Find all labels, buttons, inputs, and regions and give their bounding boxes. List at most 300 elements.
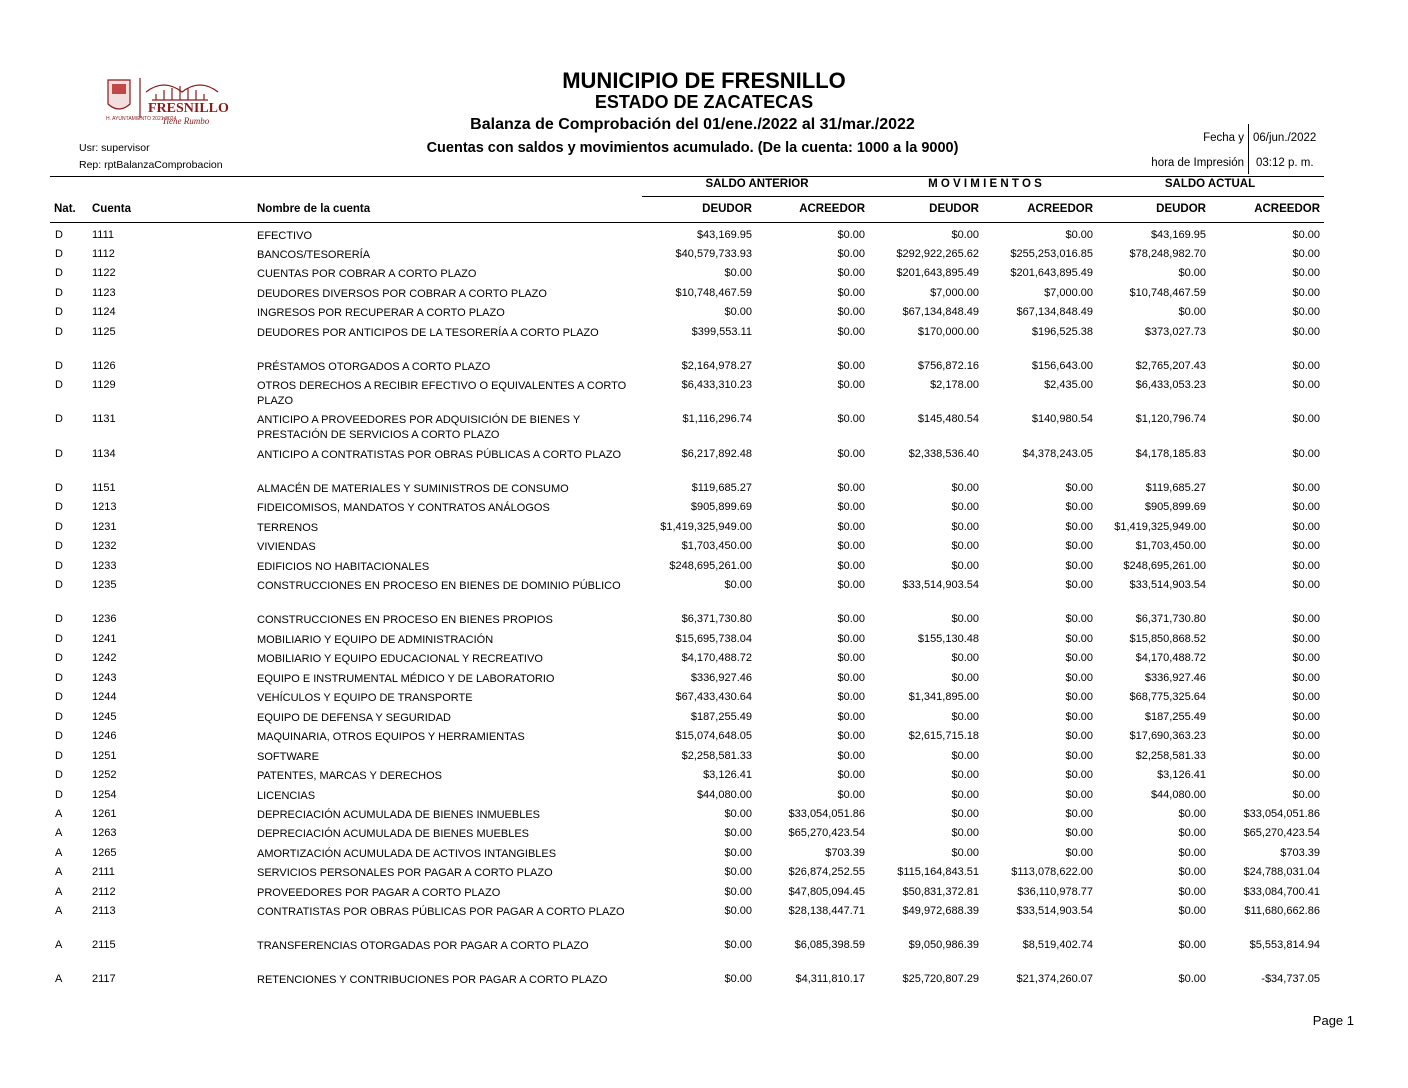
cell-nat: D — [55, 789, 63, 801]
cell-nat: D — [55, 287, 63, 299]
cell-mv-a: $0.00 — [1065, 827, 1093, 839]
logo-tagline: Tiene Rumbo — [162, 116, 210, 126]
cell-mv-d: $145,480.54 — [917, 413, 979, 425]
cell-nombre: RETENCIONES Y CONTRIBUCIONES POR PAGAR A CORTO PLAZO — [257, 974, 608, 986]
cell-sa-a: $0.00 — [837, 579, 865, 591]
cell-sc-a: $0.00 — [1292, 521, 1320, 533]
cell-cuenta: 1231 — [92, 521, 117, 533]
cell-mv-d: $0.00 — [951, 847, 979, 859]
cell-sc-a: $703.39 — [1280, 847, 1320, 859]
cell-mv-d: $756,872.16 — [917, 360, 979, 372]
cell-mv-d: $0.00 — [951, 613, 979, 625]
cell-cuenta: 1233 — [92, 560, 117, 572]
cell-sc-d: $43,169.95 — [1150, 229, 1206, 241]
cell-mv-a: $0.00 — [1065, 579, 1093, 591]
cell-nombre: DEPRECIACIÓN ACUMULADA DE BIENES INMUEBLES — [257, 809, 541, 821]
cell-sc-d: $248,695,261.00 — [1123, 560, 1206, 572]
cell-sc-a: $0.00 — [1292, 501, 1320, 513]
cell-nombre: TERRENOS — [257, 522, 319, 534]
cell-sa-d: $6,217,892.48 — [681, 448, 752, 460]
cell-nat: A — [55, 827, 63, 839]
cell-sc-a: $0.00 — [1292, 560, 1320, 572]
cell-nombre: PROVEEDORES POR PAGAR A CORTO PLAZO — [257, 887, 501, 899]
cell-cuenta: 1122 — [92, 267, 116, 279]
hora-value: 03:12 p. m. — [1256, 157, 1314, 169]
cell-sa-d: $0.00 — [724, 827, 752, 839]
cell-sc-a: $0.00 — [1292, 267, 1320, 279]
cell-sc-d: $1,703,450.00 — [1135, 540, 1206, 552]
cell-sc-a: $0.00 — [1292, 379, 1320, 391]
cell-mv-a: $67,134,848.49 — [1016, 306, 1093, 318]
cell-nombre: EFECTIVO — [257, 230, 313, 242]
cell-sc-d: $10,748,467.59 — [1129, 287, 1206, 299]
cell-mv-d: $0.00 — [951, 540, 979, 552]
cell-mv-d: $49,972,688.39 — [902, 905, 979, 917]
cell-nombre: EQUIPO E INSTRUMENTAL MÉDICO Y DE LABORATORIO — [257, 673, 555, 685]
cell-nombre: SERVICIOS PERSONALES POR PAGAR A CORTO PLAZO — [257, 867, 553, 879]
cell-mv-a: $201,643,895.49 — [1010, 267, 1093, 279]
cell-sa-a: $0.00 — [837, 482, 865, 494]
cell-nombre: PRÉSTAMOS OTORGADOS A CORTO PLAZO — [257, 361, 491, 373]
report-id: Rep: rptBalanzaComprobacion — [79, 159, 223, 171]
cell-mv-a: $140,980.54 — [1031, 413, 1093, 425]
cell-cuenta: 1251 — [92, 750, 117, 762]
cell-sc-a: $0.00 — [1292, 789, 1320, 801]
cell-sa-a: $0.00 — [837, 560, 865, 572]
cell-sa-d: $248,695,261.00 — [669, 560, 752, 572]
cell-cuenta: 1243 — [92, 672, 117, 684]
cell-sa-d: $6,433,310.23 — [681, 379, 752, 391]
cell-sc-d: $0.00 — [1178, 939, 1206, 951]
cell-nombre: VEHÍCULOS Y EQUIPO DE TRANSPORTE — [257, 692, 473, 704]
cell-sa-d: $187,255.49 — [690, 711, 752, 723]
cell-cuenta: 1254 — [92, 789, 117, 801]
cell-sa-a: $0.00 — [837, 613, 865, 625]
cell-nat: A — [55, 847, 63, 859]
cell-nat: D — [55, 633, 63, 645]
cell-cuenta: 1126 — [92, 360, 116, 372]
cell-cuenta: 1129 — [92, 379, 116, 391]
cell-sc-a: $24,788,031.04 — [1243, 866, 1320, 878]
cell-nat: A — [55, 886, 63, 898]
cell-nat: D — [55, 306, 63, 318]
cell-nombre: ANTICIPO A CONTRATISTAS POR OBRAS PÚBLICAS A CORTO PLAZO — [257, 449, 622, 461]
cell-sa-d: $2,258,581.33 — [681, 750, 752, 762]
cell-cuenta: 1131 — [92, 413, 116, 425]
cell-mv-a: $4,378,243.05 — [1022, 448, 1093, 460]
cell-nombre: CONSTRUCCIONES EN PROCESO EN BIENES PROPIOS — [257, 614, 553, 626]
cell-sc-a: $11,680,662.86 — [1244, 905, 1320, 917]
cell-cuenta: 1112 — [92, 248, 115, 260]
cell-sa-d: $0.00 — [724, 847, 752, 859]
cell-mv-a: $0.00 — [1065, 652, 1093, 664]
cell-nombre: MOBILIARIO Y EQUIPO DE ADMINISTRACIÓN — [257, 634, 494, 646]
cell-nombre: AMORTIZACIÓN ACUMULADA DE ACTIVOS INTANGIBLES — [257, 848, 557, 860]
cell-mv-a: $0.00 — [1065, 633, 1093, 645]
cell-sa-a: $0.00 — [837, 248, 865, 260]
cell-sc-a: $65,270,423.54 — [1243, 827, 1320, 839]
cell-mv-a: $255,253,016.85 — [1010, 248, 1093, 260]
cell-nat: A — [55, 808, 63, 820]
cell-mv-d: $0.00 — [951, 652, 979, 664]
cell-mv-d: $1,341,895.00 — [908, 691, 979, 703]
cell-mv-d: $0.00 — [951, 501, 979, 513]
cell-mv-d: $0.00 — [951, 827, 979, 839]
cell-sc-a: $0.00 — [1292, 769, 1320, 781]
col-cuenta: Cuenta — [92, 203, 131, 215]
cell-nombre: DEUDORES DIVERSOS POR COBRAR A CORTO PLAZO — [257, 288, 547, 300]
cell-mv-a: $0.00 — [1065, 560, 1093, 572]
cell-cuenta: 1244 — [92, 691, 117, 703]
cell-sa-a: $0.00 — [837, 691, 865, 703]
cell-cuenta: 1252 — [92, 769, 117, 781]
cell-cuenta: 2115 — [92, 939, 116, 951]
cell-nat: D — [55, 267, 63, 279]
col-mv-acreedor: ACREEDOR — [1027, 203, 1093, 215]
cell-nombre: CONTRATISTAS POR OBRAS PÚBLICAS POR PAGAR A CORTO PLAZO — [257, 906, 625, 918]
cell-mv-a: $196,525.38 — [1031, 326, 1093, 338]
cell-sc-a: $0.00 — [1292, 448, 1320, 460]
cell-mv-d: $2,615,715.18 — [908, 730, 979, 742]
cell-nombre: MOBILIARIO Y EQUIPO EDUCACIONAL Y RECREATIVO — [257, 653, 543, 665]
header-rule-top — [50, 176, 1324, 177]
cell-mv-a: $113,078,622.00 — [1011, 866, 1093, 878]
cell-sa-a: $0.00 — [837, 448, 865, 460]
cell-mv-d: $0.00 — [951, 789, 979, 801]
cell-sc-d: $0.00 — [1178, 847, 1206, 859]
cell-sa-d: $0.00 — [724, 808, 752, 820]
cell-sc-d: $17,690,363.23 — [1129, 730, 1206, 742]
cell-sa-d: $4,170,488.72 — [681, 652, 752, 664]
report-subtitle: Cuentas con saldos y movimientos acumulado. (De la cuenta: 1000 a la 9000) — [426, 140, 959, 156]
fecha-value: 06/jun./2022 — [1253, 132, 1317, 144]
cell-sa-a: $4,311,810.17 — [795, 973, 865, 985]
cell-sc-d: $119,685.27 — [1145, 482, 1206, 494]
cell-sa-a: $0.00 — [837, 521, 865, 533]
cell-sc-a: -$34,737.05 — [1261, 973, 1320, 985]
cell-cuenta: 1134 — [92, 448, 116, 460]
cell-mv-a: $0.00 — [1065, 847, 1093, 859]
cell-sa-a: $28,138,447.71 — [788, 905, 865, 917]
group-saldo-anterior: SALDO ANTERIOR — [705, 178, 809, 190]
cell-cuenta: 2111 — [92, 866, 115, 878]
col-sa-deudor: DEUDOR — [702, 203, 752, 215]
cell-nat: D — [55, 540, 63, 552]
cell-sc-d: $905,899.69 — [1144, 501, 1206, 513]
cell-mv-a: $33,514,903.54 — [1016, 905, 1093, 917]
cell-nombre: DEUDORES POR ANTICIPOS DE LA TESORERÍA A CORTO PLAZO — [257, 327, 599, 339]
cell-sa-a: $0.00 — [837, 789, 865, 801]
cell-sc-a: $0.00 — [1292, 711, 1320, 723]
cell-sc-a: $0.00 — [1292, 652, 1320, 664]
col-sa-acreedor: ACREEDOR — [799, 203, 865, 215]
cell-mv-a: $0.00 — [1065, 501, 1093, 513]
cell-nat: D — [55, 360, 63, 372]
cell-nombre: BANCOS/TESORERÍA — [257, 249, 371, 261]
cell-sc-d: $15,850,868.52 — [1129, 633, 1206, 645]
cell-sa-a: $0.00 — [837, 711, 865, 723]
cell-mv-a: $2,435.00 — [1044, 379, 1093, 391]
cell-mv-d: $2,178.00 — [930, 379, 979, 391]
cell-nat: D — [55, 652, 63, 664]
page-title: MUNICIPIO DE FRESNILLO — [562, 68, 846, 93]
user-label: Usr: supervisor — [79, 142, 150, 154]
cell-sc-d: $373,027.73 — [1144, 326, 1206, 338]
cell-sc-a: $0.00 — [1292, 248, 1320, 260]
col-nat: Nat. — [54, 203, 76, 215]
cell-mv-a: $0.00 — [1065, 808, 1093, 820]
cell-nat: D — [55, 711, 63, 723]
col-mv-deudor: DEUDOR — [929, 203, 979, 215]
report-title: Balanza de Comprobación del 01/ene./2022 al 31/mar./2022 — [470, 116, 915, 133]
cell-sc-d: $0.00 — [1178, 905, 1206, 917]
cell-mv-a: $36,110,978.77 — [1017, 886, 1093, 898]
cell-sa-d: $0.00 — [724, 866, 752, 878]
cell-cuenta: 1236 — [92, 613, 117, 625]
cell-sa-d: $1,116,296.74 — [682, 413, 752, 425]
cell-sa-a: $703.39 — [825, 847, 865, 859]
cell-sc-d: $0.00 — [1178, 267, 1206, 279]
cell-mv-d: $0.00 — [951, 672, 979, 684]
cell-nombre: EQUIPO DE DEFENSA Y SEGURIDAD — [257, 712, 451, 724]
cell-nombre: OTROS DERECHOS A RECIBIR EFECTIVO O EQUIVALENTES A CORTO PLAZO — [257, 380, 627, 407]
cell-sa-a: $6,085,398.59 — [794, 939, 865, 951]
cell-mv-a: $0.00 — [1065, 482, 1093, 494]
cell-sc-d: $1,120,796.74 — [1135, 413, 1206, 425]
cell-cuenta: 2113 — [92, 905, 116, 917]
cell-cuenta: 1124 — [92, 306, 116, 318]
cell-nat: A — [55, 973, 63, 985]
cell-mv-a: $0.00 — [1065, 540, 1093, 552]
cell-nat: D — [55, 579, 63, 591]
cell-sc-a: $0.00 — [1292, 360, 1320, 372]
cell-sa-d: $2,164,978.27 — [681, 360, 752, 372]
cell-nat: D — [55, 248, 63, 260]
group-movimientos: M O V I M I E N T O S — [928, 178, 1042, 190]
cell-nombre: CUENTAS POR COBRAR A CORTO PLAZO — [257, 268, 477, 280]
cell-sa-d: $0.00 — [724, 267, 752, 279]
cell-cuenta: 1245 — [92, 711, 117, 723]
cell-mv-d: $2,338,536.40 — [908, 448, 979, 460]
cell-mv-d: $201,643,895.49 — [896, 267, 979, 279]
cell-sc-d: $0.00 — [1178, 866, 1206, 878]
cell-cuenta: 1241 — [92, 633, 117, 645]
cell-sa-d: $40,579,733.93 — [675, 248, 752, 260]
cell-sc-a: $0.00 — [1292, 540, 1320, 552]
cell-sc-d: $2,258,581.33 — [1135, 750, 1206, 762]
cell-mv-d: $0.00 — [951, 229, 979, 241]
cell-sa-a: $0.00 — [837, 633, 865, 645]
cell-mv-d: $0.00 — [951, 482, 979, 494]
cell-sa-a: $0.00 — [837, 769, 865, 781]
cell-sc-a: $0.00 — [1292, 287, 1320, 299]
cell-sc-a: $0.00 — [1292, 326, 1320, 338]
cell-nat: D — [55, 691, 63, 703]
cell-sa-d: $44,080.00 — [696, 789, 752, 801]
cell-sc-d: $0.00 — [1178, 973, 1206, 985]
cell-sa-d: $0.00 — [724, 579, 752, 591]
cell-cuenta: 1123 — [92, 287, 116, 299]
cell-sa-a: $0.00 — [837, 326, 865, 338]
cell-sa-d: $15,074,648.05 — [675, 730, 752, 742]
cell-sa-a: $0.00 — [837, 652, 865, 664]
cell-cuenta: 1232 — [92, 540, 117, 552]
cell-sc-a: $33,054,051.86 — [1243, 808, 1320, 820]
cell-sa-a: $0.00 — [837, 287, 865, 299]
header-rule-bottom — [50, 222, 1324, 223]
cell-nat: D — [55, 560, 63, 572]
cell-sc-a: $0.00 — [1292, 730, 1320, 742]
cell-mv-d: $155,130.48 — [917, 633, 979, 645]
cell-sa-d: $905,899.69 — [690, 501, 752, 513]
col-sc-deudor: DEUDOR — [1156, 203, 1206, 215]
cell-nombre: LICENCIAS — [257, 790, 316, 802]
date-separator — [1248, 124, 1249, 174]
cell-nat: D — [55, 521, 63, 533]
cell-sa-d: $1,419,325,949.00 — [660, 521, 752, 533]
cell-nat: A — [55, 866, 63, 878]
cell-nombre: MAQUINARIA, OTROS EQUIPOS Y HERRAMIENTAS — [257, 731, 525, 743]
cell-nat: D — [55, 501, 63, 513]
cell-sc-d: $0.00 — [1178, 808, 1206, 820]
cell-sa-d: $0.00 — [724, 939, 752, 951]
cell-sa-a: $0.00 — [837, 229, 865, 241]
cell-sa-d: $15,695,738.04 — [675, 633, 752, 645]
cell-mv-d: $0.00 — [951, 560, 979, 572]
header-rule-group — [642, 196, 1324, 197]
cell-sa-d: $1,703,450.00 — [681, 540, 752, 552]
cell-nat: D — [55, 229, 63, 241]
cell-sa-d: $0.00 — [724, 306, 752, 318]
cell-sc-a: $0.00 — [1292, 750, 1320, 762]
cell-nat: D — [55, 448, 63, 460]
cell-sa-a: $0.00 — [837, 306, 865, 318]
cell-mv-a: $0.00 — [1065, 229, 1093, 241]
cell-sa-d: $0.00 — [724, 973, 752, 985]
cell-nombre: EDIFICIOS NO HABITACIONALES — [257, 561, 430, 573]
cell-mv-a: $0.00 — [1065, 672, 1093, 684]
cell-sa-a: $0.00 — [837, 501, 865, 513]
cell-sc-d: $6,371,730.80 — [1135, 613, 1206, 625]
cell-nombre: FIDEICOMISOS, MANDATOS Y CONTRATOS ANÁLOGOS — [257, 502, 550, 514]
cell-sc-a: $0.00 — [1292, 306, 1320, 318]
group-saldo-actual: SALDO ACTUAL — [1164, 178, 1256, 190]
cell-sc-a: $0.00 — [1292, 413, 1320, 425]
cell-mv-d: $50,831,372.81 — [902, 886, 979, 898]
cell-sa-a: $0.00 — [837, 413, 865, 425]
cell-sc-a: $0.00 — [1292, 579, 1320, 591]
col-sc-acreedor: ACREEDOR — [1254, 203, 1320, 215]
cell-nombre: TRANSFERENCIAS OTORGADAS POR PAGAR A CORTO PLAZO — [257, 940, 589, 952]
cell-sa-d: $43,169.95 — [696, 229, 752, 241]
cell-sa-a: $0.00 — [837, 672, 865, 684]
page-subtitle: ESTADO DE ZACATECAS — [594, 92, 814, 112]
cell-sa-d: $0.00 — [724, 905, 752, 917]
cell-sc-a: $5,553,814.94 — [1249, 939, 1320, 951]
cell-mv-a: $7,000.00 — [1044, 287, 1093, 299]
cell-sc-a: $0.00 — [1292, 482, 1320, 494]
cell-cuenta: 1125 — [92, 326, 116, 338]
cell-nombre: PATENTES, MARCAS Y DERECHOS — [257, 770, 443, 782]
logo-seal-text: H. AYUNTAMIENTO 2021-2024 — [106, 116, 177, 122]
cell-mv-d: $115,164,843.51 — [897, 866, 979, 878]
logo-text: FRESNILLO — [148, 101, 229, 116]
cell-cuenta: 2112 — [92, 886, 116, 898]
cell-mv-d: $7,000.00 — [930, 287, 979, 299]
fecha-label: Fecha y — [1203, 132, 1244, 144]
cell-sa-d: $6,371,730.80 — [681, 613, 752, 625]
cell-mv-d: $0.00 — [951, 750, 979, 762]
cell-mv-a: $8,519,402.74 — [1022, 939, 1093, 951]
cell-sa-d: $10,748,467.59 — [675, 287, 752, 299]
cell-sa-a: $0.00 — [837, 267, 865, 279]
cell-sc-d: $2,765,207.43 — [1135, 360, 1206, 372]
cell-cuenta: 1246 — [92, 730, 117, 742]
cell-sc-d: $0.00 — [1178, 306, 1206, 318]
cell-sc-d: $4,170,488.72 — [1135, 652, 1206, 664]
cell-nat: A — [55, 905, 63, 917]
cell-sc-d: $0.00 — [1178, 827, 1206, 839]
cell-cuenta: 1111 — [92, 229, 115, 241]
cell-sa-d: $119,685.27 — [691, 482, 752, 494]
cell-sc-d: $68,775,325.64 — [1129, 691, 1206, 703]
cell-cuenta: 1213 — [92, 501, 117, 513]
cell-sa-a: $65,270,423.54 — [788, 827, 865, 839]
cell-cuenta: 1242 — [92, 652, 117, 664]
cell-sc-d: $1,419,325,949.00 — [1114, 521, 1206, 533]
cell-sc-d: $44,080.00 — [1150, 789, 1206, 801]
cell-nat: D — [55, 613, 63, 625]
cell-sc-d: $33,514,903.54 — [1129, 579, 1206, 591]
cell-sc-d: $78,248,982.70 — [1129, 248, 1206, 260]
cell-mv-d: $0.00 — [951, 521, 979, 533]
cell-mv-a: $156,643.00 — [1031, 360, 1093, 372]
col-nombre: Nombre de la cuenta — [257, 203, 371, 215]
cell-sc-d: $187,255.49 — [1144, 711, 1206, 723]
cell-nat: D — [55, 730, 63, 742]
cell-mv-a: $0.00 — [1065, 750, 1093, 762]
cell-nombre: DEPRECIACIÓN ACUMULADA DE BIENES MUEBLES — [257, 828, 530, 840]
cell-sa-a: $0.00 — [837, 360, 865, 372]
cell-sc-a: $0.00 — [1292, 229, 1320, 241]
cell-sc-d: $4,178,185.83 — [1135, 448, 1206, 460]
cell-sc-d: $6,433,053.23 — [1135, 379, 1206, 391]
cell-sc-a: $0.00 — [1292, 691, 1320, 703]
cell-nat: D — [55, 326, 63, 338]
cell-nombre: CONSTRUCCIONES EN PROCESO EN BIENES DE DOMINIO PÚBLICO — [257, 580, 621, 592]
cell-mv-a: $0.00 — [1065, 711, 1093, 723]
page-number: Page 1 — [1312, 1013, 1354, 1028]
cell-cuenta: 1265 — [92, 847, 117, 859]
cell-sa-d: $0.00 — [724, 886, 752, 898]
cell-mv-a: $0.00 — [1065, 769, 1093, 781]
cell-sa-d: $336,927.46 — [690, 672, 752, 684]
cell-sa-a: $47,805,094.45 — [788, 886, 865, 898]
cell-nat: A — [55, 939, 63, 951]
cell-mv-d: $170,000.00 — [917, 326, 979, 338]
cell-sc-a: $0.00 — [1292, 672, 1320, 684]
cell-mv-d: $0.00 — [951, 769, 979, 781]
cell-nat: D — [55, 413, 63, 425]
cell-mv-a: $0.00 — [1065, 691, 1093, 703]
cell-mv-a: $0.00 — [1065, 613, 1093, 625]
cell-cuenta: 1235 — [92, 579, 117, 591]
cell-mv-d: $292,922,265.62 — [896, 248, 979, 260]
cell-nombre: INGRESOS POR RECUPERAR A CORTO PLAZO — [257, 307, 505, 319]
cell-sc-a: $33,084,700.41 — [1243, 886, 1320, 898]
cell-sc-d: $3,126.41 — [1157, 769, 1206, 781]
cell-sa-d: $3,126.41 — [703, 769, 752, 781]
